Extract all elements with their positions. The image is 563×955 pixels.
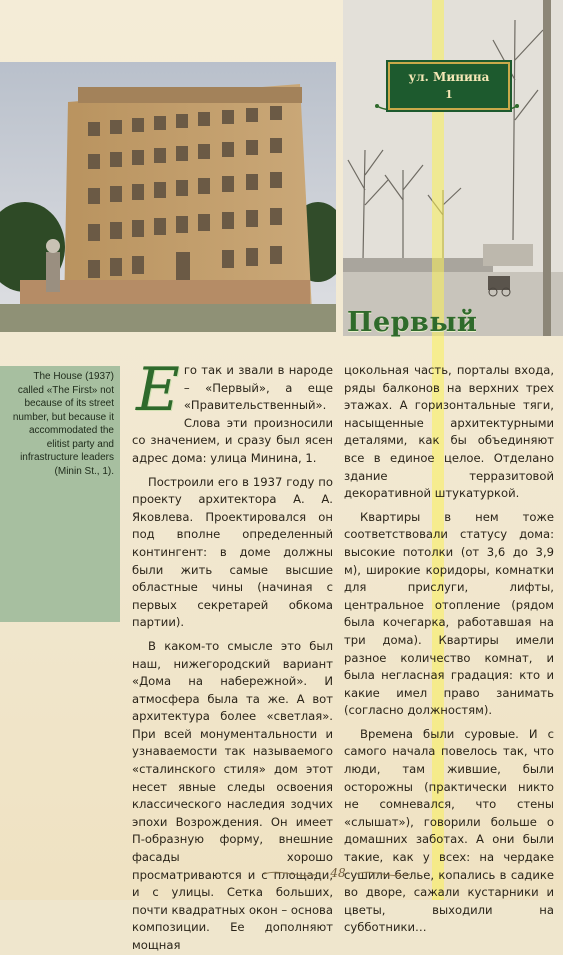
historic-street-photo bbox=[343, 0, 563, 336]
english-caption: The House (1937) called «The First» not because of its street number, but because it accommodated the elitist party and infrastructure leaders (Minin St., 1). bbox=[12, 371, 114, 477]
building-photo bbox=[0, 62, 336, 332]
house-number: 1 bbox=[445, 88, 453, 101]
article-title: Первый bbox=[347, 307, 478, 338]
building-illustration bbox=[0, 62, 336, 332]
paragraph bbox=[132, 355, 333, 468]
street-sign bbox=[388, 62, 510, 110]
street-illustration bbox=[343, 0, 563, 336]
paragraph: В каком-то смысле это был наш, нижегородский вариант «Дома на набережной». И атмосфера была та же. А вот архитектура более «светлая». При всей монументальности и узнаваемости так называемого «сталинского стиля» дом этот несет явные следы освоения классического наследия зодчих эпохи Возрождения. Он имеет П-образную форму, внешние фасады хорошо просматриваются и с площади, и с улицы. Сетка больших, почти квадратных окон – основа композиции. Ее дополняют мощная bbox=[132, 638, 333, 952]
article-column-right bbox=[344, 362, 554, 937]
page-number: 48 bbox=[330, 866, 346, 880]
drop-cap: Е bbox=[136, 355, 180, 425]
paragraph: цокольная часть, порталы входа, ряды балконов на верхних трех этажах. А горизонтальные тяги, насыщенные архитектурными деталями, как бы объединяют все в единое целое. Отделано здание терразитовой декоративной штукатуркой. bbox=[344, 363, 554, 501]
paragraph: Квартиры в нем тоже соответствовали статусу дома: высокие потолки (от 3,6 до 3,9 м), широкие коридоры, комнатки для прислуги, лифты, центральное отопление (рядом была кочегарка, работавшая на три дома). Квартиры имели разное количество комнат, и была негласная градация: кто и какие имел право занимать (согласно должностям). bbox=[344, 509, 554, 718]
paragraph: Времена были суровые. И с самого начала повелось так, что люди, там жившие, были осторожны (практически никто не сомневался, что стены «слышат»), говорили больше о домашних заботах. А они были такие, как у всех: на чердаке сушили белье, копались в садике во дворе, сажали кустарники и цветы, выходили на субботники… bbox=[344, 726, 554, 935]
paragraph-text: го так и звали в народе – «Первый», а еще «Правительственный». Слова эти произносили со значением, и сразу был ясен адрес дома: улица Минина, 1. bbox=[132, 363, 333, 465]
street-name: ул. Минина bbox=[408, 70, 490, 84]
paragraph: Построили его в 1937 году по проекту архитектора А. А. Яковлева. Проектировался он под вполне определенный контингент: в доме должны были жить самые высшие областные чины (начиная с первых секретарей обкома партии). bbox=[132, 474, 333, 630]
